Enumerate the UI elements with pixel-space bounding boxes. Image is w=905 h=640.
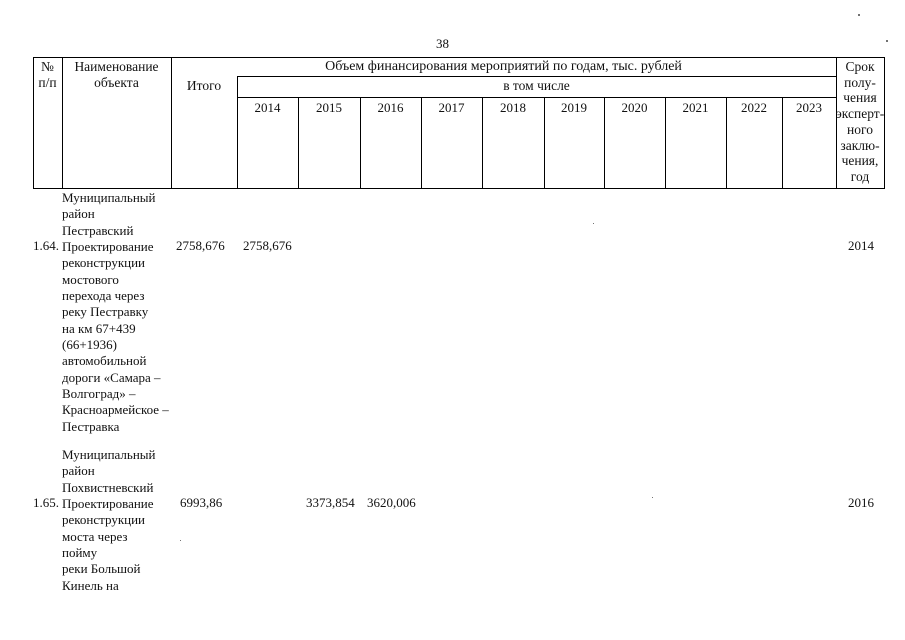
header-year-2016: 2016 bbox=[377, 100, 404, 115]
header-name: Наименование объекта bbox=[74, 59, 159, 90]
header-year-2017: 2017 bbox=[438, 100, 465, 115]
header-year-2021: 2021 bbox=[682, 100, 709, 115]
header-year-2020: 2020 bbox=[621, 100, 648, 115]
deadline-year: 2016 bbox=[848, 495, 874, 510]
total-value: 6993,86 bbox=[180, 495, 223, 510]
header-year-2022: 2022 bbox=[741, 100, 767, 115]
header-including: в том числе bbox=[503, 78, 570, 93]
scan-speck bbox=[180, 540, 181, 541]
deadline-year: 2014 bbox=[848, 238, 874, 253]
header-total: Итого bbox=[186, 78, 222, 93]
object-name: Муниципальный район Пестравский Проектирование реконструкции мостового перехода через реку Пестравку на км 67+439 (66+1936) автомобильной дороги «Самара – Волгоград» – Красноармейское – Пестравка bbox=[62, 190, 169, 434]
scan-speck bbox=[652, 497, 653, 498]
row-number: 1.64. bbox=[33, 238, 59, 253]
header-funding-title: Объем финансирования мероприятий по годам, тыс. рублей bbox=[325, 59, 682, 74]
header-year-2019: 2019 bbox=[561, 100, 587, 115]
header-deadline: Срок полу- чения эксперт- ного заклю- чения, год bbox=[836, 59, 885, 184]
value-2014: 2758,676 bbox=[243, 238, 292, 253]
scan-speck bbox=[886, 40, 888, 42]
scan-speck bbox=[593, 223, 594, 224]
total-value: 2758,676 bbox=[176, 238, 225, 253]
header-year-2015: 2015 bbox=[316, 100, 342, 115]
value-2015: 3373,854 bbox=[306, 495, 355, 510]
row-number: 1.65. bbox=[33, 495, 59, 510]
header-year-2014: 2014 bbox=[254, 100, 281, 115]
scan-speck bbox=[858, 14, 860, 16]
header-year-2018: 2018 bbox=[500, 100, 526, 115]
value-2016: 3620,006 bbox=[367, 495, 416, 510]
header-year-2023: 2023 bbox=[796, 100, 822, 115]
object-name: Муниципальный район Похвистневский Проектирование реконструкции моста через пойму реки Большой Кинель на bbox=[62, 447, 156, 593]
page-number: 38 bbox=[436, 36, 449, 51]
header-num: № п/п bbox=[38, 59, 57, 90]
